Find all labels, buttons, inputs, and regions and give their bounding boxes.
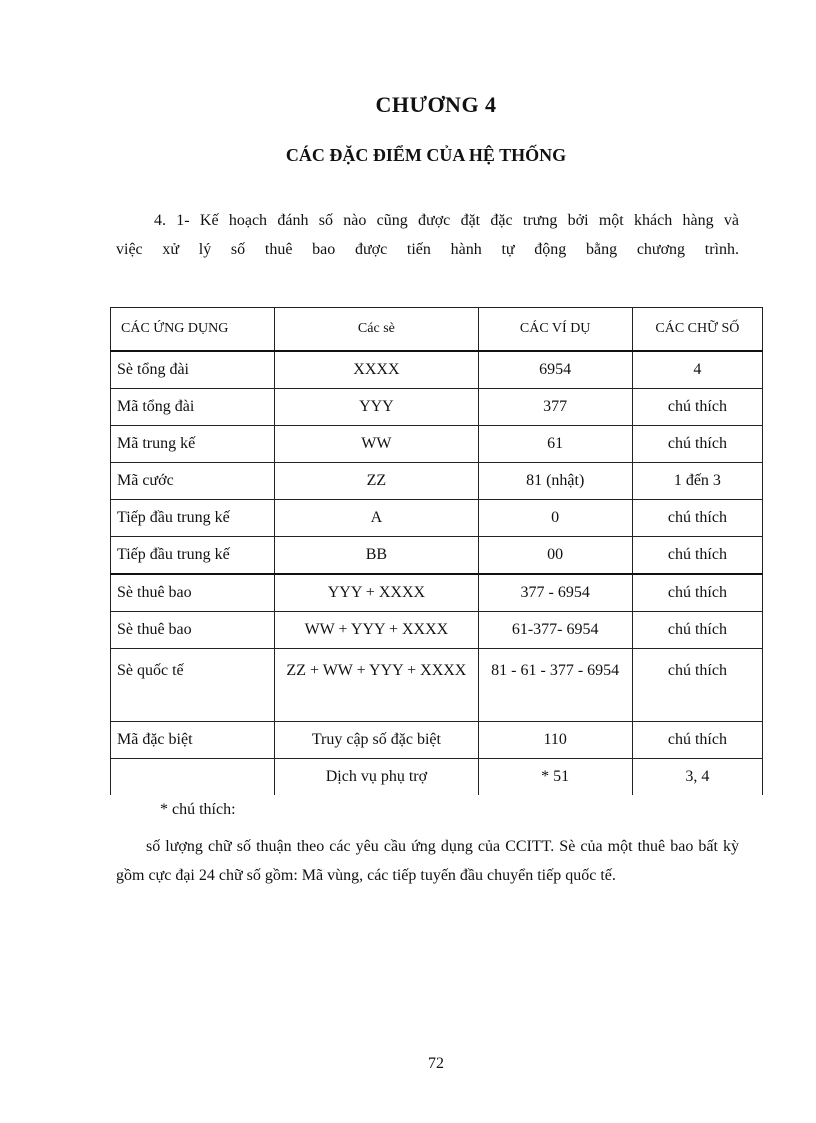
cell-application: Tiếp đầu trung kế xyxy=(111,500,275,537)
chapter-title: CHƯƠNG 4 xyxy=(375,92,497,117)
table-header-row xyxy=(111,308,763,352)
note-paragraph xyxy=(116,832,739,890)
cell-example: 6954 xyxy=(478,351,632,389)
cell-application: Mã tổng đài xyxy=(111,389,275,426)
cell-number: A xyxy=(275,500,478,537)
cell-application: Mã đặc biệt xyxy=(111,722,275,759)
table-row xyxy=(111,463,763,500)
header-examples: CÁC VÍ DỤ xyxy=(478,308,632,352)
cell-application: Sè tổng đài xyxy=(111,351,275,389)
intro-paragraph xyxy=(116,206,739,264)
cell-digits: 1 đến 3 xyxy=(632,463,762,500)
intro-line-2: việc xử lý số thuê bao được tiến hành tự động bằng chương trình. xyxy=(116,241,739,258)
table-row xyxy=(111,351,763,389)
cell-digits: chú thích xyxy=(632,574,762,612)
cell-application: Mã trung kế xyxy=(111,426,275,463)
cell-application: Tiếp đầu trung kế xyxy=(111,537,275,575)
cell-number: ZZ + WW + YYY + XXXX xyxy=(275,649,478,722)
cell-number: XXXX xyxy=(275,351,478,389)
cell-digits: chú thích xyxy=(632,649,762,722)
cell-digits: chú thích xyxy=(632,500,762,537)
cell-example: 377 - 6954 xyxy=(478,574,632,612)
cell-number: YYY xyxy=(275,389,478,426)
cell-digits: 4 xyxy=(632,351,762,389)
header-applications: CÁC ỨNG DỤNG xyxy=(111,308,275,352)
header-numbers: Các sè xyxy=(275,308,478,352)
table-row xyxy=(111,537,763,575)
note-text: số lượng chữ số thuận theo các yêu cầu ứng dụng của CCITT. Sè của một thuê bao bất kỳ gồm cực đại 24 chữ số gồm: Mã vùng, các tiếp tuyến đầu chuyển tiếp quốc tế. xyxy=(116,838,739,884)
table-row xyxy=(111,389,763,426)
cell-digits: 3, 4 xyxy=(632,759,762,796)
cell-number: Truy cập số đặc biệt xyxy=(275,722,478,759)
cell-digits: chú thích xyxy=(632,426,762,463)
table-row xyxy=(111,574,763,612)
table-row xyxy=(111,612,763,649)
cell-application: Sè quốc tế xyxy=(111,649,275,722)
cell-digits: chú thích xyxy=(632,389,762,426)
cell-application xyxy=(111,759,275,796)
cell-application: Mã cước xyxy=(111,463,275,500)
note-label: * chú thích: xyxy=(160,801,236,818)
table-row xyxy=(111,759,763,796)
cell-number: WW xyxy=(275,426,478,463)
cell-number: YYY + XXXX xyxy=(275,574,478,612)
cell-number: Dịch vụ phụ trợ xyxy=(275,759,478,796)
cell-example: * 51 xyxy=(478,759,632,796)
table-row xyxy=(111,649,763,722)
chapter-subtitle: CÁC ĐẶC ĐIỂM CỦA HỆ THỐNG xyxy=(285,145,567,165)
cell-application: Sè thuê bao xyxy=(111,574,275,612)
cell-example: 81 (nhật) xyxy=(478,463,632,500)
numbering-table xyxy=(110,307,763,795)
cell-digits: chú thích xyxy=(632,722,762,759)
cell-digits: chú thích xyxy=(632,537,762,575)
page-number: 72 xyxy=(428,1055,444,1072)
cell-number: BB xyxy=(275,537,478,575)
cell-application: Sè thuê bao xyxy=(111,612,275,649)
cell-example: 00 xyxy=(478,537,632,575)
cell-example: 0 xyxy=(478,500,632,537)
intro-line-1: 4. 1- Kế hoạch đánh số nào cũng được đặt đặc trưng bởi một khách hàng và xyxy=(154,212,739,229)
cell-example: 377 xyxy=(478,389,632,426)
table-row xyxy=(111,500,763,537)
cell-number: ZZ xyxy=(275,463,478,500)
header-digits: CÁC CHỮ SỐ xyxy=(632,308,762,352)
cell-example: 61 xyxy=(478,426,632,463)
cell-example: 61-377- 6954 xyxy=(478,612,632,649)
cell-example: 110 xyxy=(478,722,632,759)
cell-number: WW + YYY + XXXX xyxy=(275,612,478,649)
cell-digits: chú thích xyxy=(632,612,762,649)
table-row xyxy=(111,426,763,463)
cell-example: 81 - 61 - 377 - 6954 xyxy=(478,649,632,722)
table-row xyxy=(111,722,763,759)
